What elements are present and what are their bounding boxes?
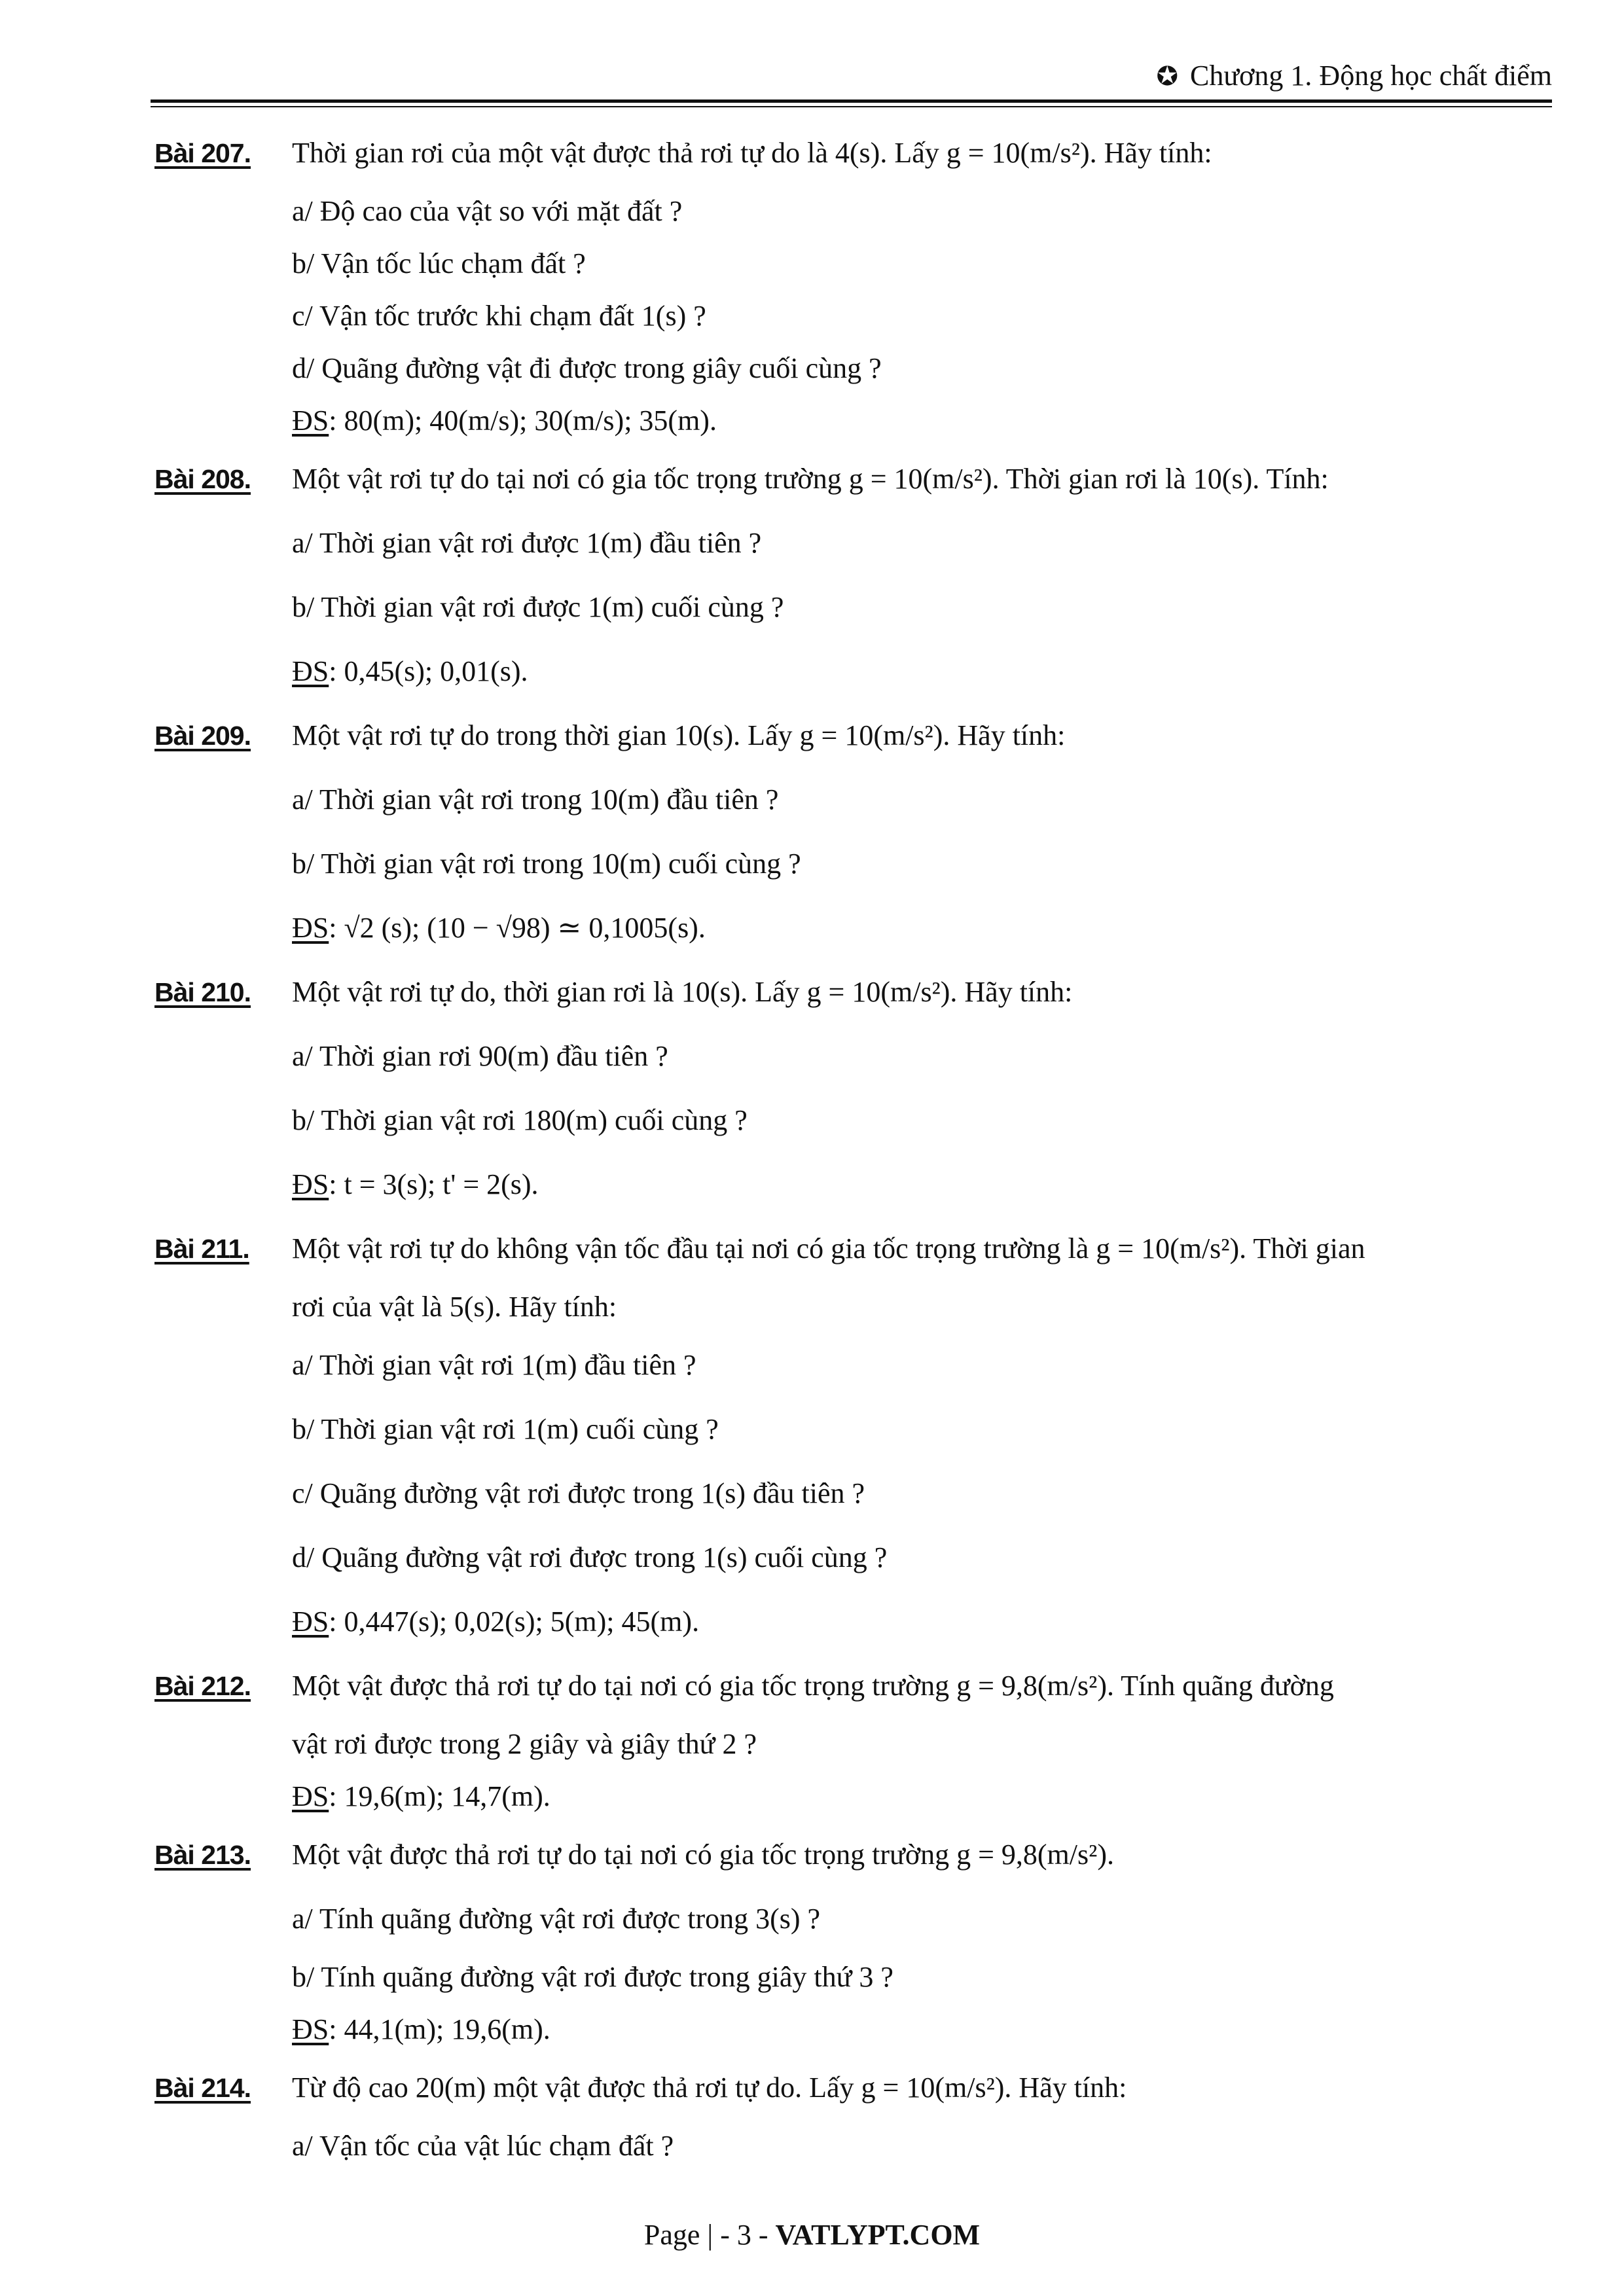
problem-answer <box>292 1770 1552 1823</box>
answer-label: ĐS <box>292 1168 329 1200</box>
problem-part: a/ Thời gian vật rơi được 1(m) đầu tiên ? <box>292 527 762 559</box>
problem-208 <box>154 447 1552 704</box>
header-rule-thick <box>151 99 1552 103</box>
site-name: VATLYPT.COM <box>775 2219 981 2251</box>
problem-statement: Một vật rơi tự do, thời gian rơi là 10(s). Lấy g = 10(m/s²). Hãy tính: <box>292 976 1073 1008</box>
answer-values: : 44,1(m); 19,6(m). <box>329 2013 550 2045</box>
problem-statement: Một vật rơi tự do không vận tốc đầu tại nơi có gia tốc trọng trường là g = 10(m/s²). Thời gian <box>292 1232 1365 1265</box>
problem-answer <box>292 1153 1552 1217</box>
problem-part: b/ Thời gian vật rơi 1(m) cuối cùng ? <box>292 1413 719 1445</box>
problem-number: Bài 213. <box>154 1840 251 1870</box>
answer-label: ĐS <box>292 404 329 437</box>
answer-values: : 0,447(s); 0,02(s); 5(m); 45(m). <box>329 1605 700 1638</box>
problem-part: a/ Tính quãng đường vật rơi được trong 3(s) ? <box>292 1903 821 1935</box>
problem-number: Bài 211. <box>154 1234 249 1264</box>
problem-209 <box>154 704 1552 960</box>
problem-212 <box>154 1654 1552 1823</box>
answer-values: : 80(m); 40(m/s); 30(m/s); 35(m). <box>329 404 717 437</box>
answer-label: ĐS <box>292 912 329 944</box>
answer-values: : t = 3(s); t' = 2(s). <box>329 1168 539 1200</box>
problem-statement: Một vật được thả rơi tự do tại nơi có gia tốc trọng trường g = 9,8(m/s²). Tính quãng đường <box>292 1670 1334 1702</box>
problem-statement-continued: rơi của vật là 5(s). Hãy tính: <box>292 1291 617 1323</box>
problem-214 <box>154 2056 1552 2172</box>
answer-label: ĐS <box>292 1605 329 1638</box>
problem-statement-continued: vật rơi được trong 2 giây và giây thứ 2 ? <box>292 1728 757 1760</box>
problem-number: Bài 212. <box>154 1671 251 1701</box>
problem-statement: Một vật rơi tự do trong thời gian 10(s). Lấy g = 10(m/s²). Hãy tính: <box>292 719 1066 751</box>
problem-part: b/ Thời gian vật rơi trong 10(m) cuối cùng ? <box>292 848 801 880</box>
problem-statement: Một vật được thả rơi tự do tại nơi có gia tốc trọng trường g = 9,8(m/s²). <box>292 1839 1114 1871</box>
problem-part: a/ Thời gian rơi 90(m) đầu tiên ? <box>292 1040 668 1072</box>
answer-values: : 0,45(s); 0,01(s). <box>329 655 528 687</box>
problem-answer <box>292 2003 1552 2056</box>
problem-answer <box>292 639 1552 704</box>
answer-label: ĐS <box>292 655 329 687</box>
problem-part: b/ Thời gian vật rơi được 1(m) cuối cùng ? <box>292 591 784 623</box>
problem-answer <box>292 395 1552 447</box>
problem-211 <box>154 1217 1552 1654</box>
problem-210 <box>154 960 1552 1217</box>
answer-label: ĐS <box>292 1780 329 1812</box>
problem-part: a/ Vận tốc của vật lúc chạm đất ? <box>292 2130 674 2162</box>
problem-part: c/ Vận tốc trước khi chạm đất 1(s) ? <box>292 300 706 332</box>
problem-part: d/ Quãng đường vật đi được trong giây cuối cùng ? <box>292 352 882 384</box>
problem-number: Bài 214. <box>154 2073 251 2103</box>
problem-part: b/ Vận tốc lúc chạm đất ? <box>292 247 586 279</box>
answer-values: : √2 (s); (10 − √98) ≃ 0,1005(s). <box>329 912 706 944</box>
problem-part: c/ Quãng đường vật rơi được trong 1(s) đầu tiên ? <box>292 1477 865 1509</box>
problem-part: b/ Thời gian vật rơi 180(m) cuối cùng ? <box>292 1104 748 1136</box>
problem-statement: Thời gian rơi của một vật được thả rơi tự do là 4(s). Lấy g = 10(m/s²). Hãy tính: <box>292 137 1212 169</box>
problem-answer <box>292 1590 1552 1654</box>
problem-number: Bài 208. <box>154 464 251 494</box>
answer-values: : 19,6(m); 14,7(m). <box>329 1780 550 1812</box>
problem-207 <box>154 121 1552 447</box>
page-number: Page | - 3 - <box>643 2219 776 2251</box>
problem-number: Bài 210. <box>154 977 251 1007</box>
problem-number: Bài 209. <box>154 721 251 751</box>
problem-statement: Từ độ cao 20(m) một vật được thả rơi tự do. Lấy g = 10(m/s²). Hãy tính: <box>292 2072 1127 2104</box>
page-footer <box>0 2215 1624 2255</box>
problem-statement: Một vật rơi tự do tại nơi có gia tốc trọng trường g = 10(m/s²). Thời gian rơi là 10(s). Tính: <box>292 463 1329 495</box>
problem-number: Bài 207. <box>154 138 251 168</box>
header-rule-thin <box>151 106 1552 107</box>
page-header <box>151 56 1552 96</box>
problem-part: a/ Thời gian vật rơi 1(m) đầu tiên ? <box>292 1349 696 1381</box>
star-circle-icon: ✪ <box>1156 62 1178 91</box>
problem-213 <box>154 1823 1552 2056</box>
problem-part: b/ Tính quãng đường vật rơi được trong giây thứ 3 ? <box>292 1961 893 1993</box>
problem-part: a/ Độ cao của vật so với mặt đất ? <box>292 195 683 227</box>
problem-answer <box>292 896 1552 960</box>
problem-part: a/ Thời gian vật rơi trong 10(m) đầu tiên ? <box>292 783 779 816</box>
chapter-title: Chương 1. Động học chất điểm <box>1189 60 1552 92</box>
problem-part: d/ Quãng đường vật rơi được trong 1(s) cuối cùng ? <box>292 1541 888 1573</box>
answer-label: ĐS <box>292 2013 329 2045</box>
problem-list <box>154 121 1552 2172</box>
